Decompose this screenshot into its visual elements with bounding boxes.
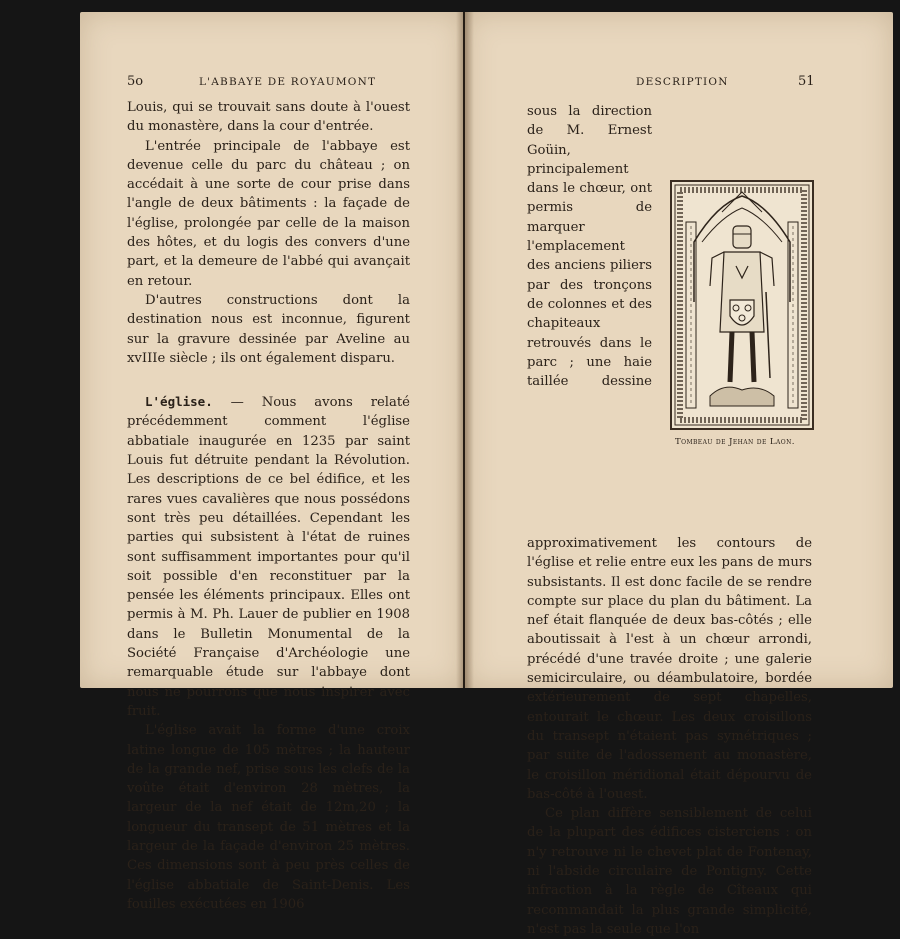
paragraph: L'église avait la forme d'une croix latine longue de 105 mètres ; la hauteur de la grande nef, prise sous les clefs de la voûte était d'environ 28 mètres, la largeur de la nef était de 12m,20 ; la longueur du transept de 51 mètres et la largeur de la façade d'environ 25 mètres. Ces dimensions sont à peu près celles de l'église abbatiale de Saint-Denis. Les fouilles exécutées en 1906	[127, 723, 410, 912]
paragraph: sous la direction de M. Ernest Goüin, principalement dans le chœur, ont permis de marquer l'emplacement des anciens piliers par des tronçons de colonnes et des chapiteaux retrouvés dans le parc ; une haie taillée dessine approximativement les contours de l'église et relie entre eux les pans de murs subsistants. Il est donc facile de se rendre compte sur place du plan du bâtiment. La nef était flanquée de deux bas-côtés ; elle aboutissait à l'est à un chœur arrondi, précédé d'une travée droite ; une galerie semicirculaire, ou déambulatoire, bordée extérieurement de sept chapelles, entourait le chœur. Les deux croisillons du transept n'étaient pas symétriques ; par suite de l'adossement au monastère, le croisillon méridional était dépourvu de bas-côté à l'ouest.	[527, 104, 812, 802]
section-heading: L'église.	[145, 394, 213, 410]
paragraph: Ce plan diffère sensiblement de celui de la plupart des édifices cisterciens : on n'y retrouve ni le chevet plat de Fontenay, ni l'abside circulaire de Pontigny. Cette infraction à la règle de Cîteaux qui recommandait la plus grande simplicité, n'est pas la seule que l'on	[527, 806, 812, 937]
right-page-number: 51	[798, 74, 815, 89]
left-page-number: 5o	[127, 74, 144, 89]
paragraph-text: Nous avons relaté précédemment comment l'église abbatiale inaugurée en 1235 par saint Louis fut détruite pendant la Révolution. Les descriptions de ce bel édifice, et les rares vues cavalières que nous possédons sont très peu détaillées. Cependant les parties qui subsistent à l'état de ruines sont suffisamment importantes pour qu'il soit possible d'en reconstituer par la pensée les éléments principaux. Elles ont permis à M. Ph. Lauer de publier en 1908 dans le Bulletin Monumental de la Société Française d'Archéologie une remarquable étude sur l'abbaye dont nous ne pourrons que nous inspirer avec fruit.	[127, 395, 410, 719]
left-text-block	[127, 98, 410, 914]
left-running-head: L'ABBAYE DE ROYAUMONT	[199, 76, 377, 88]
book-gutter	[456, 12, 474, 688]
right-running-head: DESCRIPTION	[636, 76, 729, 88]
figure-caption: Tombeau de Jehan de Laon.	[675, 437, 795, 447]
section-paragraph: L'église. — Nous avons relaté précédemment comment l'église abbatiale inaugurée en 1235 par saint Louis fut détruite pendant la Révolution. Les descriptions de ce bel édifice, et les rares vues cavalières que nous possédons sont très peu détaillées. Cependant les parties qui subsistent à l'état de ruines sont suffisamment importantes pour qu'il soit possible d'en reconstituer par la pensée les éléments principaux. Elles ont permis à M. Ph. Lauer de publier en 1908 dans le Bulletin Monumental de la Société Française d'Archéologie une remarquable étude sur l'abbaye dont nous ne pourrons que nous inspirer avec fruit.	[127, 394, 410, 719]
paragraph: Louis, qui se trouvait sans doute à l'ouest du monastère, dans la cour d'entrée.	[127, 100, 410, 135]
section-gap	[127, 368, 410, 392]
tomb-illustration-icon	[672, 182, 812, 428]
tomb-engraving	[670, 180, 814, 430]
paragraph: D'autres constructions dont la destination nous est inconnue, figurent sur la gravure dessinée par Aveline au xvIIIe siècle ; ils ont également disparu.	[127, 292, 410, 366]
paragraph: L'entrée principale de l'abbaye est devenue celle du parc du château ; on accédait à une sorte de cour prise dans l'angle de deux bâtiments : la façade de l'église, prolongée par celle de la maison des hôtes, et du logis des convers d'une part, et la demeure de l'abbé qui avançait en retour.	[127, 138, 410, 289]
